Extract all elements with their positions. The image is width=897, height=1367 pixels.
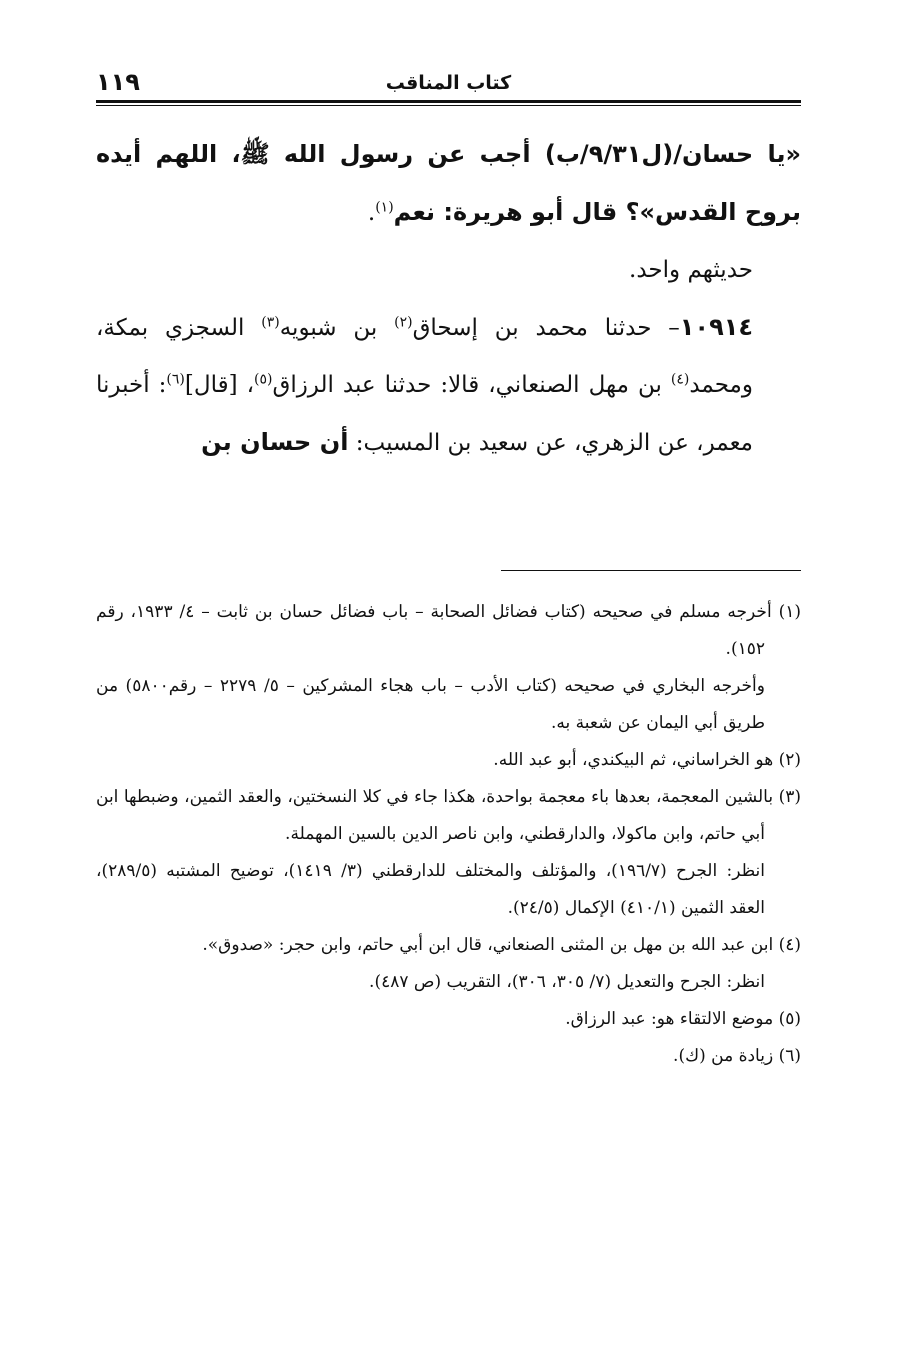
quote-text: «يا حسان/(ل٩/٣١/ب) أجب عن رسول الله ﷺ، اللهم أيده بروح القدس»؟ قال أبو هريرة: نعم [96, 140, 802, 226]
paragraph-hadith [96, 299, 801, 472]
footnote-6: (٦) زيادة من (ك). [673, 1046, 801, 1066]
footnote-4: (٤) ابن عبد الله بن مهل بن المثنى الصنعاني، قال ابن أبي حاتم، وابن حجر: «صدوق». [202, 935, 801, 955]
page-number: ١١٩ [96, 68, 140, 96]
footnote-5: (٥) موضع الالتقاء هو: عبد الرزاق. [565, 1009, 801, 1029]
hadith-text-1: – حدثنا محمد بن إسحاق [412, 315, 680, 341]
footnote-2: (٢) هو الخراساني، ثم البيكندي، أبو عبد الله. [493, 750, 801, 770]
footnote-ref-1: (١) [375, 199, 394, 216]
footnote-ref-4: (٤) [670, 371, 690, 388]
footnote-ref-6: (٦) [166, 371, 185, 388]
hadith-bold-end: أن حسان بن [201, 428, 349, 456]
running-title: كتاب المناقب [385, 72, 512, 94]
footnote-ref-3: (٣) [261, 314, 280, 331]
hadith-text-5: ، [قال] [184, 372, 254, 398]
hadith-text-2: بن شبويه [279, 315, 395, 341]
footnote-3: (٣) بالشين المعجمة، بعدها باء معجمة بواحدة، هكذا جاء في كلا النسختين، والعقد الثمين، وضبطها ابن أبي حاتم، وابن ماكولا، والدارقطني، وابن ناصر الدين بالسين المهملة. [96, 787, 801, 844]
footnote-3-continuation: انظر: الجرح (١٩٦/٧)، والمؤتلف والمختلف للدارقطني (٣/ ١٤١٩)، توضيح المشتبه (٢٨٩/٥)، العقد الثمين (٤١٠/١) الإكمال (٢٤/٥). [96, 861, 765, 918]
footnote-separator [501, 570, 801, 571]
quote-end: . [367, 200, 376, 226]
page-header [96, 68, 801, 98]
paragraph-quote [96, 126, 801, 242]
footnote-1-continuation: وأخرجه البخاري في صحيحه (كتاب الأدب – باب هجاء المشركين – ٥/ ٢٢٧٩ – رقم٥٨٠٠) من طريق أبي اليمان عن شعبة به. [96, 676, 765, 733]
footnote-ref-5: (٥) [254, 371, 273, 388]
header-rule-thin [96, 105, 801, 106]
hadith-text-4: بن مهل الصنعاني، قالا: حدثنا عبد الرزاق [272, 372, 671, 398]
footnotes [96, 594, 801, 1075]
main-text [96, 126, 801, 472]
hadith-number: ١٠٩١٤ [679, 313, 754, 341]
hadith-text-3: السجزي بمكة، ومحمد [96, 315, 753, 398]
footnote-1: (١) أخرجه مسلم في صحيحه (كتاب فضائل الصحابة – باب فضائل حسان بن ثابت – ٤/ ١٩٣٣، رقم ١٥٢). [96, 602, 801, 659]
hadith-text-6: : أخبرنا معمر، عن الزهري، عن سعيد بن المسيب: [96, 372, 753, 456]
header-rule-thick [96, 100, 801, 103]
paragraph-note: حديثهم واحد. [629, 257, 753, 283]
footnote-4-continuation: انظر: الجرح والتعديل (٧/ ٣٠٥، ٣٠٦)، التقريب (ص ٤٨٧). [369, 972, 765, 992]
footnote-ref-2: (٢) [394, 314, 413, 331]
